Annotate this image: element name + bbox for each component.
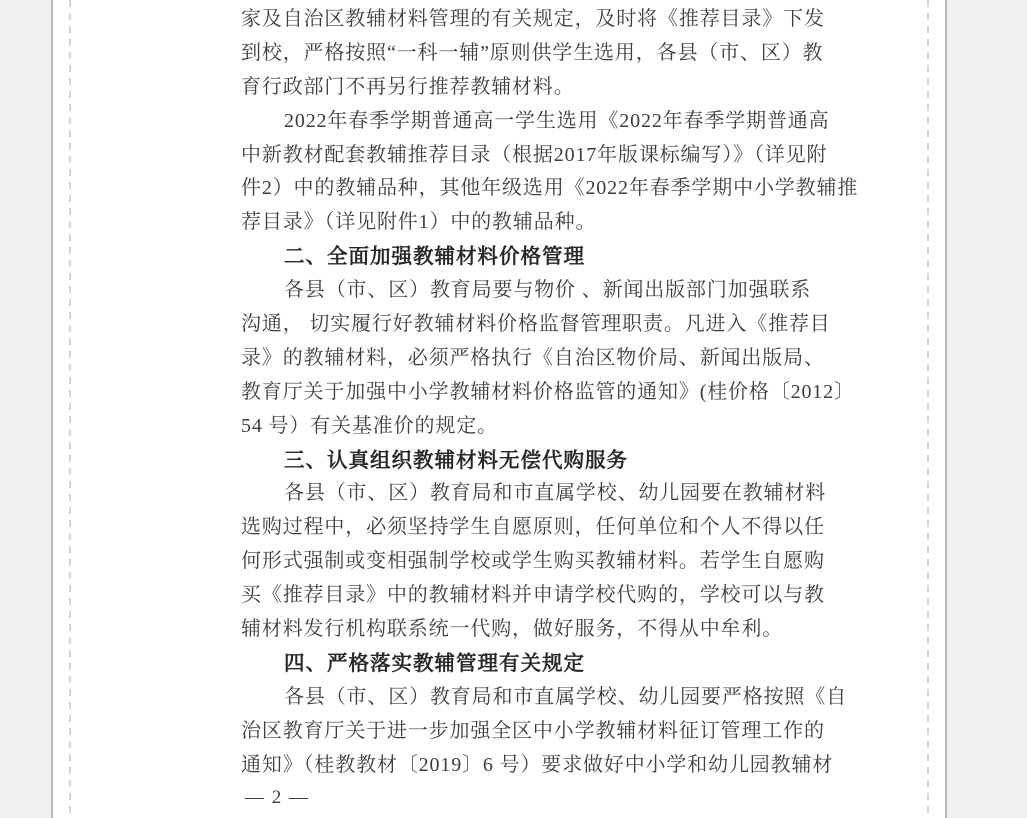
document-page [51, 0, 947, 818]
text-line: 沟通， 切实履行好教辅材料价格监督管理职责。凡进入《推荐目 [241, 313, 831, 336]
text-line: 各县（市、区）教育局要与物价 、新闻出版部门加强联系 [284, 279, 812, 302]
text-line: 选购过程中，必须坚持学生自愿原则，任何单位和个人不得以任 [241, 516, 825, 539]
text-line: 育行政部门不再另行推荐教辅材料。 [241, 75, 575, 98]
text-line: 中新教材配套教辅推荐目录（根据2017年版课标编写）》（详见附 [241, 143, 828, 166]
section-heading: 四、严格落实教辅管理有关规定 [284, 651, 585, 675]
section-heading: 二、全面加强教辅材料价格管理 [284, 245, 585, 269]
text-line: 件2）中的教辅品种，其他年级选用《2022年春季学期中小学教辅推 [241, 177, 859, 200]
text-line: 荐目录》（详见附件1）中的教辅品种。 [241, 211, 597, 234]
section-heading: 三、认真组织教辅材料无偿代购服务 [284, 448, 628, 472]
text-line: 各县（市、区）教育局和市直属学校、幼儿园要在教辅材料 [284, 482, 827, 505]
page-number: — 2 — [245, 787, 310, 808]
text-line: 54 号）有关基准价的规定。 [241, 414, 498, 437]
text-line: 辅材料发行机构联系统一代购，做好服务，不得从中牟利。 [241, 618, 784, 641]
right-fold-line [927, 0, 929, 818]
document-body [241, 3, 859, 782]
text-line: 通知》（桂教教材〔2019〕6 号）要求做好中小学和幼儿园教辅材 [241, 753, 834, 776]
left-fold-line [69, 0, 71, 818]
text-line: 2022年春季学期普通高一学生选用《2022年春季学期普通高 [284, 109, 830, 132]
text-line: 治区教育厅关于进一步加强全区中小学教辅材料征订管理工作的 [241, 719, 825, 742]
text-line: 到校，严格按照“一科一辅”原则供学生选用，各县（市、区）教 [241, 41, 824, 64]
text-line: 何形式强制或变相强制学校或学生购买教辅材料。若学生自愿购 [241, 550, 825, 573]
text-line: 各县（市、区）教育局和市直属学校、幼儿园要严格按照《自 [284, 685, 847, 708]
text-line: 教育厅关于加强中小学教辅材料价格监管的通知》(桂价格〔2012〕 [241, 380, 855, 403]
text-line: 录》的教辅材料，必须严格执行《自治区物价局、新闻出版局、 [241, 346, 825, 369]
text-line: 买《推荐目录》中的教辅材料并申请学校代购的，学校可以与教 [241, 584, 825, 607]
text-line: 家及自治区教辅材料管理的有关规定，及时将《推荐目录》下发 [241, 8, 825, 30]
